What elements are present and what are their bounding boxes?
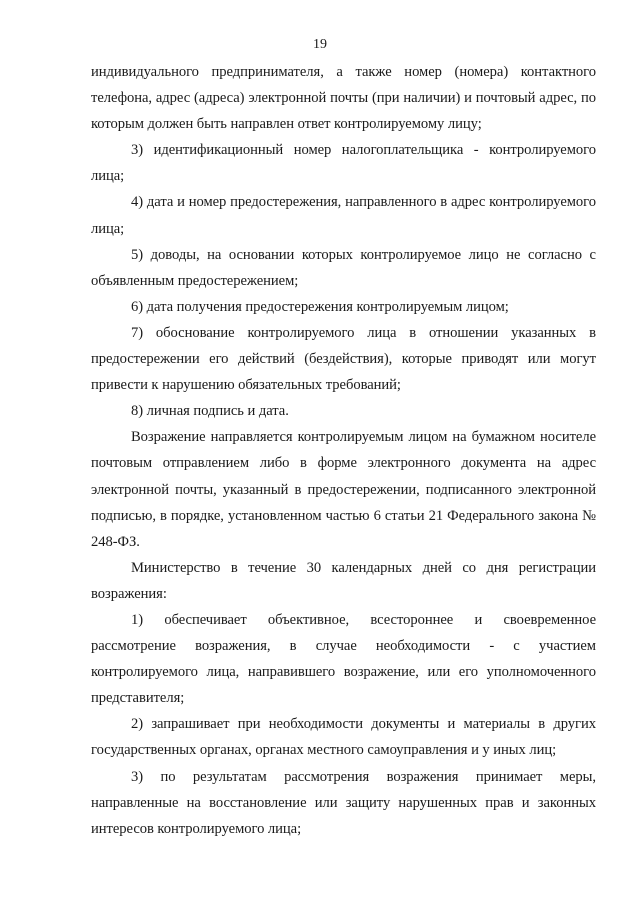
paragraph-item-5: 5) доводы, на основании которых контролируемое лицо не согласно с объявленным предостережением; [91,246,596,289]
paragraph-item-3: 3) идентификационный номер налогоплательщика - контролируемого лица; [91,142,596,185]
paragraph-item-4: 4) дата и номер предостережения, направленного в адрес контролируемого лица; [91,194,596,237]
paragraph-objection-sending: Возражение направляется контролируемым лицом на бумажном носителе почтовым отправлением либо в форме электронного документа на адрес электронной почты, указанный в предостережении, подписанного электронной подписью, в порядке, установленном частью 6 статьи 21 Федерального закона № 248-ФЗ. [91,429,596,550]
paragraph-continuation: индивидуального предпринимателя, а также номер (номера) контактного телефона, адрес (адреса) электронной почты (при наличии) и почтовый адрес, по которым должен быть направлен ответ контролируемому лицу; [91,64,596,133]
paragraph-ministry-term: Министерство в течение 30 календарных дней со дня регистрации возражения: [91,559,596,602]
paragraph-item-6: 6) дата получения предостережения контролируемым лицом; [131,298,509,315]
paragraph-action-2: 2) запрашивает при необходимости документы и материалы в других государственных органах, органах местного самоуправления и у иных лиц; [91,716,596,759]
paragraph-action-1: 1) обеспечивает объективное, всестороннее и своевременное рассмотрение возражения, в случае необходимости - с участием контролируемого лица, направившего возражение, или его уполномоченного представителя; [91,611,596,707]
paragraph-action-3: 3) по результатам рассмотрения возражения принимает меры, направленные на восстановление или защиту нарушенных прав и законных интересов контролируемого лица; [91,768,596,837]
paragraph-item-7: 7) обоснование контролируемого лица в отношении указанных в предостережении его действий (бездействия), которые приводят или могут привести к нарушению обязательных требований; [91,324,596,394]
document-body [91,59,596,842]
paragraph-item-8: 8) личная подпись и дата. [131,403,289,420]
page-number: 19 [313,37,327,52]
